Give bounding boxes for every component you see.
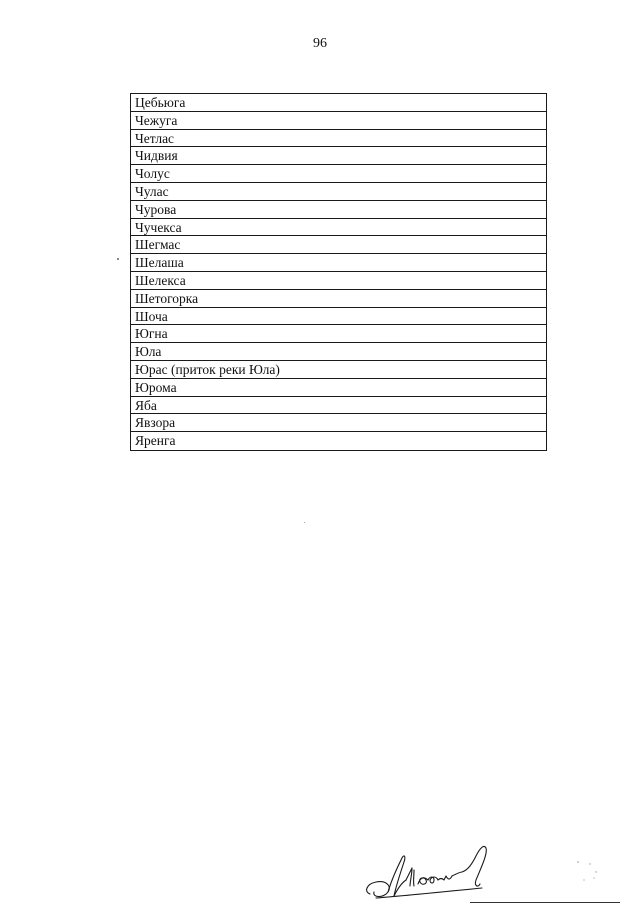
signature-icon: [362, 836, 502, 902]
scan-speck: [304, 522, 305, 523]
page-number: 96: [313, 36, 327, 51]
table-row: Яба: [131, 397, 546, 415]
table-row: Шегмас: [131, 236, 546, 254]
table-row: Югна: [131, 325, 546, 343]
table-row: Чежуга: [131, 112, 546, 130]
table-row: Юрома: [131, 379, 546, 397]
table-row: Шоча: [131, 308, 546, 326]
table-row: Шелекса: [131, 272, 546, 290]
table-row: Цебьюга: [131, 94, 546, 112]
table-row: Чидвия: [131, 147, 546, 165]
table-row: Чолус: [131, 165, 546, 183]
table-row: Шетогорка: [131, 290, 546, 308]
table-row: Чурова: [131, 201, 546, 219]
margin-mark: [117, 258, 119, 260]
scan-specks: [574, 858, 604, 888]
bottom-rule: [470, 902, 620, 903]
table-row: Чучекса: [131, 219, 546, 237]
table-row: Шелаша: [131, 254, 546, 272]
river-table: [130, 93, 547, 451]
table-row: Юла: [131, 343, 546, 361]
table-row: Яренга: [135, 433, 176, 449]
table-row: Юрас (приток реки Юла): [131, 361, 546, 379]
table-row: Четлас: [131, 130, 546, 148]
table-row: Явзора: [131, 414, 546, 432]
table-row: Чулас: [131, 183, 546, 201]
